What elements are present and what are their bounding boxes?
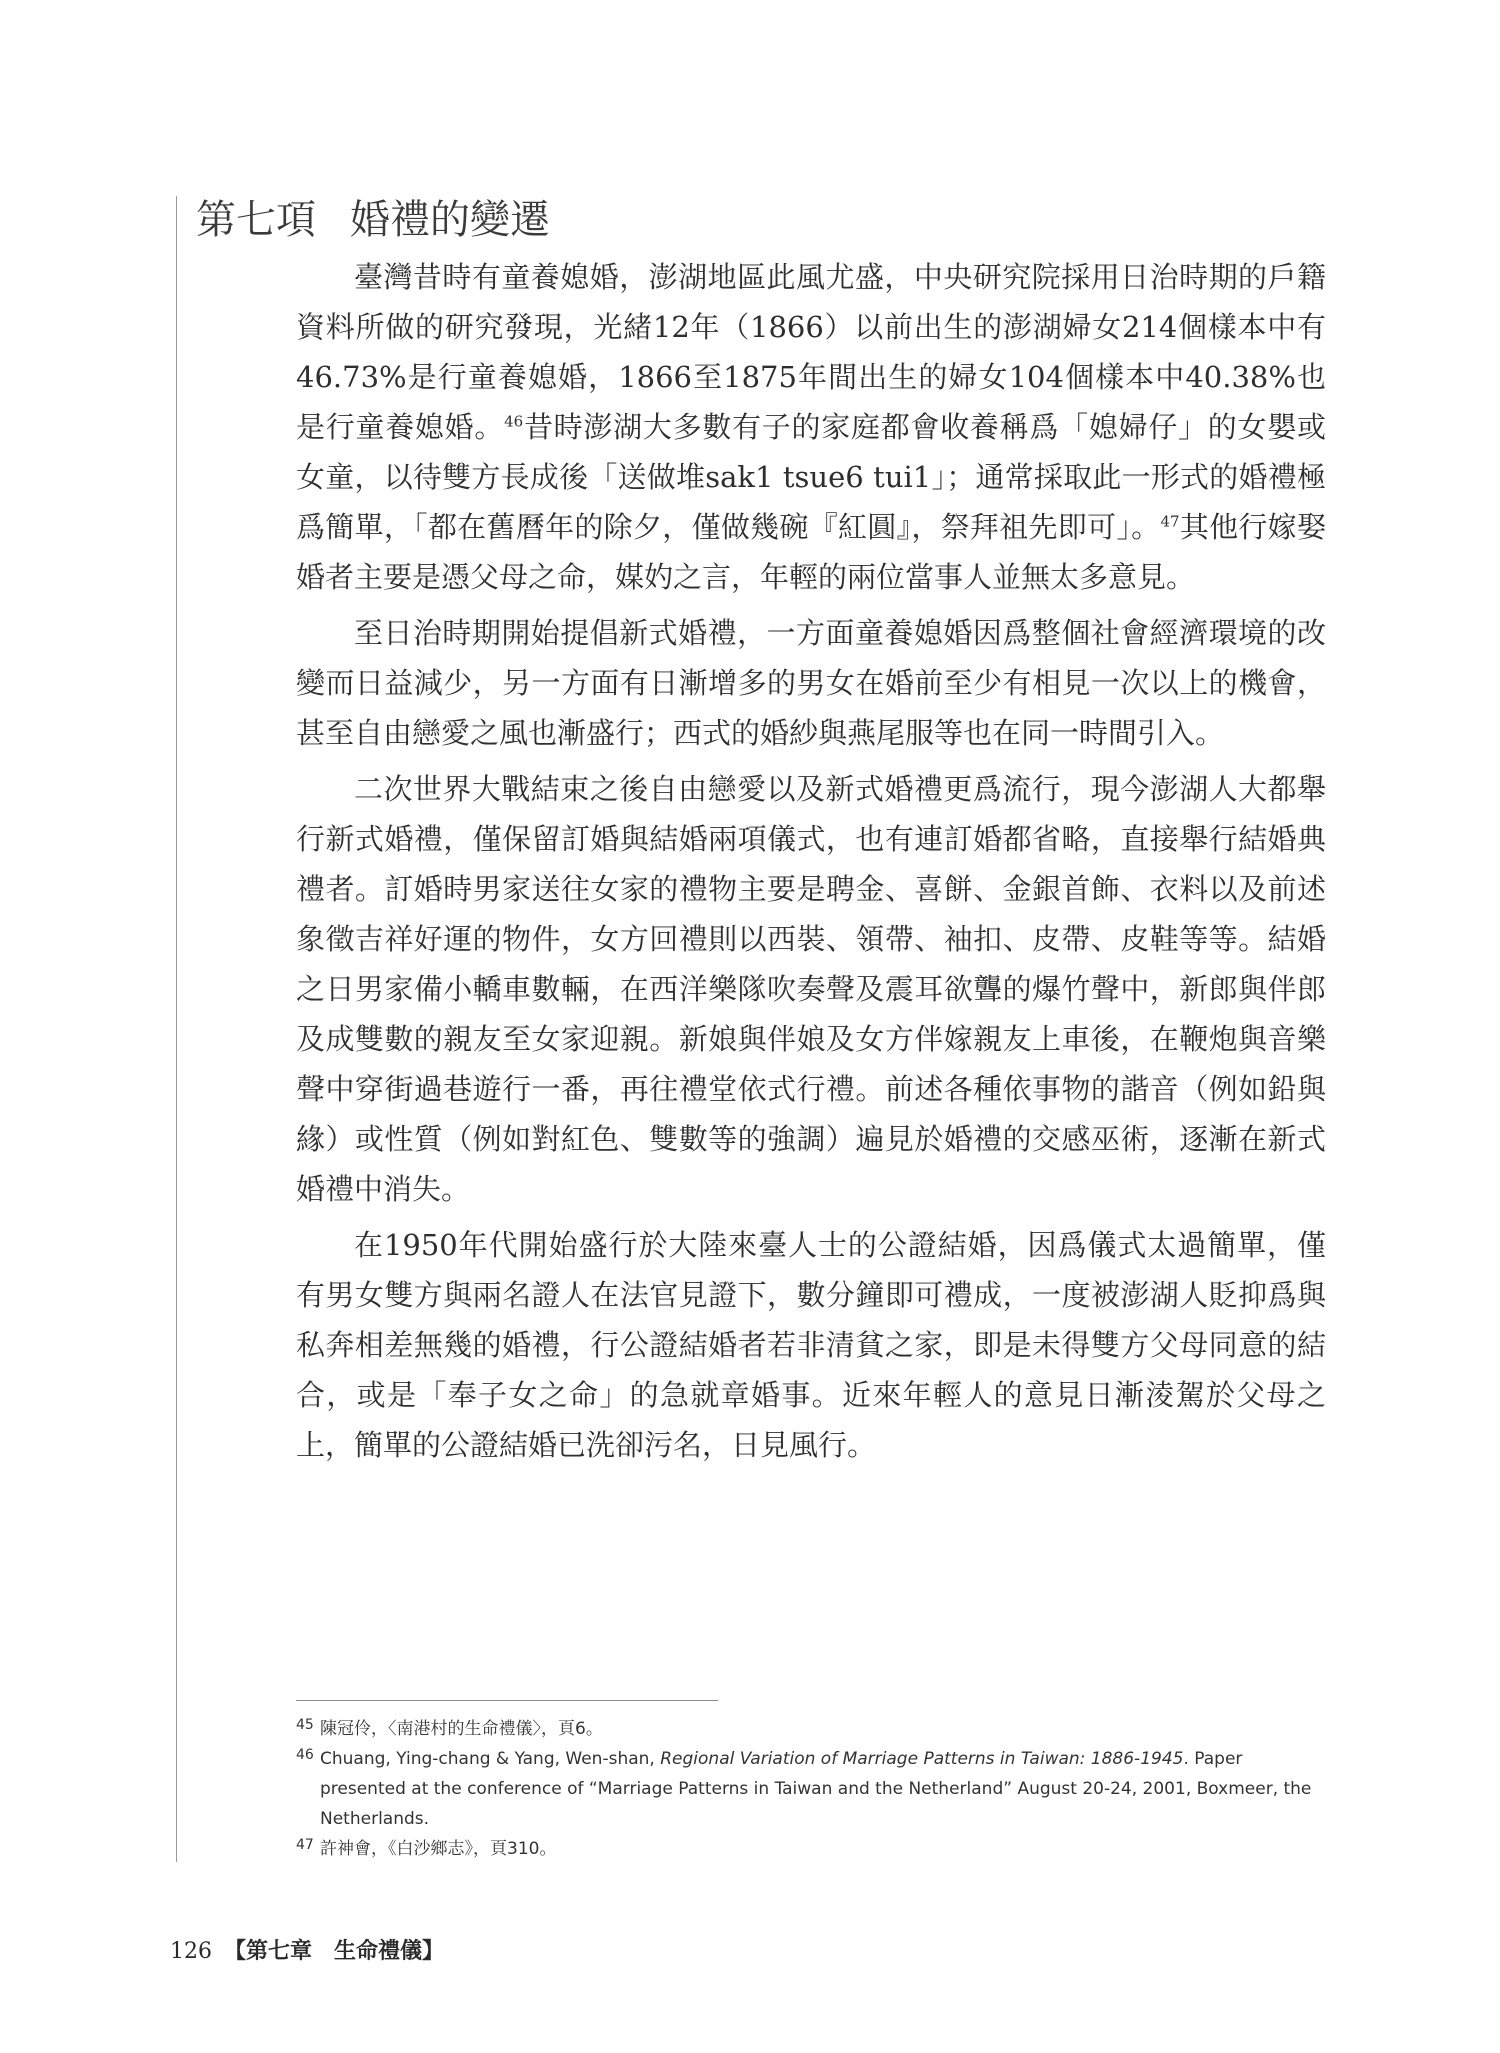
margin-rule: [176, 196, 177, 1862]
footnote-ref: 46: [504, 412, 524, 431]
footnote-ref: 47: [1160, 512, 1180, 531]
section-heading: 婚禮的變遷: [350, 197, 550, 243]
section-number: 第七項: [196, 197, 316, 243]
footnote-number: 45: [296, 1717, 314, 1733]
footnote-divider: [296, 1700, 718, 1701]
footnote: 45 陳冠伶，〈南港村的生命禮儀〉，頁6。: [296, 1714, 1328, 1744]
footnote-number: 46: [296, 1747, 314, 1763]
footnote-number: 47: [296, 1837, 314, 1853]
body-text: [296, 252, 1326, 1476]
page-number: 126: [170, 1939, 212, 1964]
running-chapter-title: 【第七章 生命禮儀】: [224, 1938, 445, 1964]
paragraph: 臺灣昔時有童養媳婚，澎湖地區此風尤盛，中央研究院採用日治時期的戶籍資料所做的研究發現，光緒12年（1866）以前出生的澎湖婦女214個樣本中有46.73%是行童養媳婚，1866至1875年間出生的婦女104個樣本中40.38%也是行童養媳婚。$^{46}$昔時澎湖大多數有子的家庭都會收養稱爲「媳婦仔」的女嬰或女童，以待雙方長成後「送做堆sak1 tsue6 tui1」；通常採取此一形式的婚禮極爲簡單，「都在舊曆年的除夕，僅做幾碗『紅圓』，祭拜祖先即可」。$^{47}$其他行嫁娶婚者主要是憑父母之命，媒妁之言，年輕的兩位當事人並無太多意見。: [296, 260, 1326, 594]
page-footer: [170, 1936, 444, 1967]
footnote: 47 許神會，《白沙鄉志》，頁310。: [296, 1834, 1328, 1864]
paragraph: 至日治時期開始提倡新式婚禮，一方面童養媳婚因爲整個社會經濟環境的改變而日益減少，另一方面有日漸增多的男女在婚前至少有相見一次以上的機會，甚至自由戀愛之風也漸盛行；西式的婚紗與燕尾服等也在同一時間引入。: [296, 616, 1326, 750]
cited-title: Regional Variation of Marriage Patterns in Taiwan: 1886-1945: [660, 1749, 1184, 1769]
footnote: 46 Chuang, Ying-chang & Yang, Wen-shan, Regional Variation of Marriage Patterns in Taiwan: 1886-1945. Paper presented at the conference of “Marriage Patterns in Taiwan and the Netherland” August 20-24, 2001, Boxmeer, the Netherlands.: [296, 1744, 1328, 1834]
paragraph: 二次世界大戰結束之後自由戀愛以及新式婚禮更爲流行，現今澎湖人大都舉行新式婚禮，僅保留訂婚與結婚兩項儀式，也有連訂婚都省略，直接舉行結婚典禮者。訂婚時男家送往女家的禮物主要是聘金、喜餅、金銀首飾、衣料以及前述象徵吉祥好運的物件，女方回禮則以西裝、領帶、袖扣、皮帶、皮鞋等等。結婚之日男家備小轎車數輛，在西洋樂隊吹奏聲及震耳欲聾的爆竹聲中，新郎與伴郎及成雙數的親友至女家迎親。新娘與伴娘及女方伴嫁親友上車後，在鞭炮與音樂聲中穿街過巷遊行一番，再往禮堂依式行禮。前述各種依事物的諧音（例如鉛與緣）或性質（例如對紅色、雙數等的強調）遍見於婚禮的交感巫術，逐漸在新式婚禮中消失。: [296, 772, 1326, 1206]
paragraph: 在1950年代開始盛行於大陸來臺人士的公證結婚，因爲儀式太過簡單，僅有男女雙方與兩名證人在法官見證下，數分鐘即可禮成，一度被澎湖人貶抑爲與私奔相差無幾的婚禮，行公證結婚者若非清貧之家，即是未得雙方父母同意的結合，或是「奉子女之命」的急就章婚事。近來年輕人的意見日漸淩駕於父母之上，簡單的公證結婚已洗卻污名，日見風行。: [296, 1228, 1326, 1462]
footnotes: [296, 1714, 1328, 1864]
section-title: [196, 192, 550, 248]
